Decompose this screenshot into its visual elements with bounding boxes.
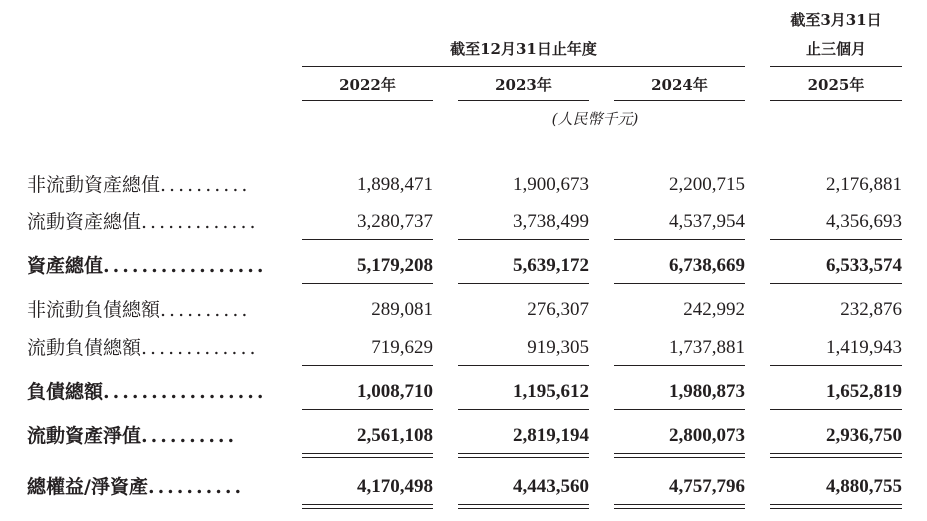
value-non-current-assets-2023: 1,900,673 — [513, 174, 589, 195]
period-full-year-header: 截至12月31日止年度 — [450, 40, 597, 58]
subtotal-rule — [302, 283, 433, 284]
subtotal-rule — [302, 365, 433, 366]
year-rule-2022 — [302, 100, 433, 101]
subtotal-rule — [614, 365, 745, 366]
year-header-2022: 2022年 — [339, 76, 396, 94]
subtotal-rule — [458, 365, 589, 366]
row-label-total-liabilities: 負債總額................. — [27, 381, 267, 403]
double-rule-bottom — [458, 508, 589, 509]
value-total-equity-2022: 4,170,498 — [357, 476, 433, 497]
value-current-assets-2022: 3,280,737 — [357, 211, 433, 232]
value-total-assets-2024: 6,738,669 — [669, 255, 745, 276]
value-non-current-liabilities-2024: 242,992 — [683, 299, 745, 320]
value-current-assets-2024: 4,537,954 — [669, 211, 745, 232]
subtotal-rule — [458, 283, 589, 284]
value-net-current-assets-2023: 2,819,194 — [513, 425, 589, 446]
year-header-2025: 2025年 — [807, 76, 865, 94]
subtotal-rule — [614, 239, 745, 240]
double-rule-top — [302, 453, 433, 454]
value-non-current-assets-2025: 2,176,881 — [826, 174, 902, 195]
subtotal-rule — [458, 409, 589, 410]
year-rule-2025 — [770, 100, 902, 101]
subtotal-rule — [770, 239, 902, 240]
value-total-liabilities-2024: 1,980,873 — [669, 381, 745, 402]
year-header-2023: 2023年 — [495, 76, 552, 94]
subtotal-rule — [770, 365, 902, 366]
double-rule-top — [614, 453, 745, 454]
value-total-liabilities-2023: 1,195,612 — [513, 381, 589, 402]
value-non-current-liabilities-2025: 232,876 — [840, 299, 902, 320]
value-net-current-assets-2024: 2,800,073 — [669, 425, 745, 446]
double-rule-bottom — [770, 508, 902, 509]
double-rule-bottom — [614, 508, 745, 509]
value-total-equity-2023: 4,443,560 — [513, 476, 589, 497]
value-total-equity-2024: 4,757,796 — [669, 476, 745, 497]
value-total-liabilities-2025: 1,652,819 — [826, 381, 902, 402]
subtotal-rule — [302, 239, 433, 240]
value-current-assets-2023: 3,738,499 — [513, 211, 589, 232]
value-current-liabilities-2025: 1,419,943 — [826, 337, 902, 358]
year-header-2024: 2024年 — [651, 76, 708, 94]
double-rule-top — [770, 453, 902, 454]
value-net-current-assets-2022: 2,561,108 — [357, 425, 433, 446]
double-rule-bottom — [458, 457, 589, 458]
period-quarter-line2: 止三個月 — [805, 40, 866, 58]
subtotal-rule — [458, 239, 589, 240]
double-rule-bottom — [770, 457, 902, 458]
value-total-assets-2025: 6,533,574 — [826, 255, 902, 276]
value-non-current-liabilities-2022: 289,081 — [371, 299, 433, 320]
value-total-assets-2022: 5,179,208 — [357, 255, 433, 276]
row-label-total-equity: 總權益/淨資產.......... — [27, 476, 245, 498]
value-non-current-assets-2024: 2,200,715 — [669, 174, 745, 195]
row-label-current-liabilities: 流動負債總額............. — [27, 337, 259, 359]
value-non-current-assets-2022: 1,898,471 — [357, 174, 433, 195]
year-rule-2023 — [458, 100, 589, 101]
value-non-current-liabilities-2023: 276,307 — [527, 299, 589, 320]
header-rule-quarter — [770, 66, 902, 67]
header-rule-full-year — [302, 66, 745, 67]
double-rule-top — [614, 504, 745, 505]
double-rule-bottom — [302, 508, 433, 509]
double-rule-top — [458, 453, 589, 454]
row-label-non-current-assets: 非流動資產總值.......... — [27, 174, 251, 196]
double-rule-bottom — [614, 457, 745, 458]
row-label-net-current-assets: 流動資產淨值.......... — [27, 425, 238, 447]
subtotal-rule — [770, 283, 902, 284]
value-total-assets-2023: 5,639,172 — [513, 255, 589, 276]
double-rule-top — [458, 504, 589, 505]
row-label-non-current-liabilities: 非流動負債總額.......... — [27, 299, 251, 321]
period-quarter-line1: 截至3月31日 — [790, 11, 882, 29]
subtotal-rule — [614, 409, 745, 410]
value-current-liabilities-2023: 919,305 — [527, 337, 589, 358]
year-rule-2024 — [614, 100, 745, 101]
double-rule-top — [770, 504, 902, 505]
double-rule-top — [302, 504, 433, 505]
row-label-total-assets: 資產總值................. — [27, 255, 267, 277]
value-net-current-assets-2025: 2,936,750 — [826, 425, 902, 446]
subtotal-rule — [614, 283, 745, 284]
value-total-equity-2025: 4,880,755 — [826, 476, 902, 497]
value-current-liabilities-2022: 719,629 — [371, 337, 433, 358]
value-current-liabilities-2024: 1,737,881 — [669, 337, 745, 358]
double-rule-bottom — [302, 457, 433, 458]
value-current-assets-2025: 4,356,693 — [826, 211, 902, 232]
unit-label: (人民幣千元) — [551, 110, 639, 128]
value-total-liabilities-2022: 1,008,710 — [357, 381, 433, 402]
subtotal-rule — [770, 409, 902, 410]
row-label-current-assets: 流動資產總值............. — [27, 211, 259, 233]
subtotal-rule — [302, 409, 433, 410]
